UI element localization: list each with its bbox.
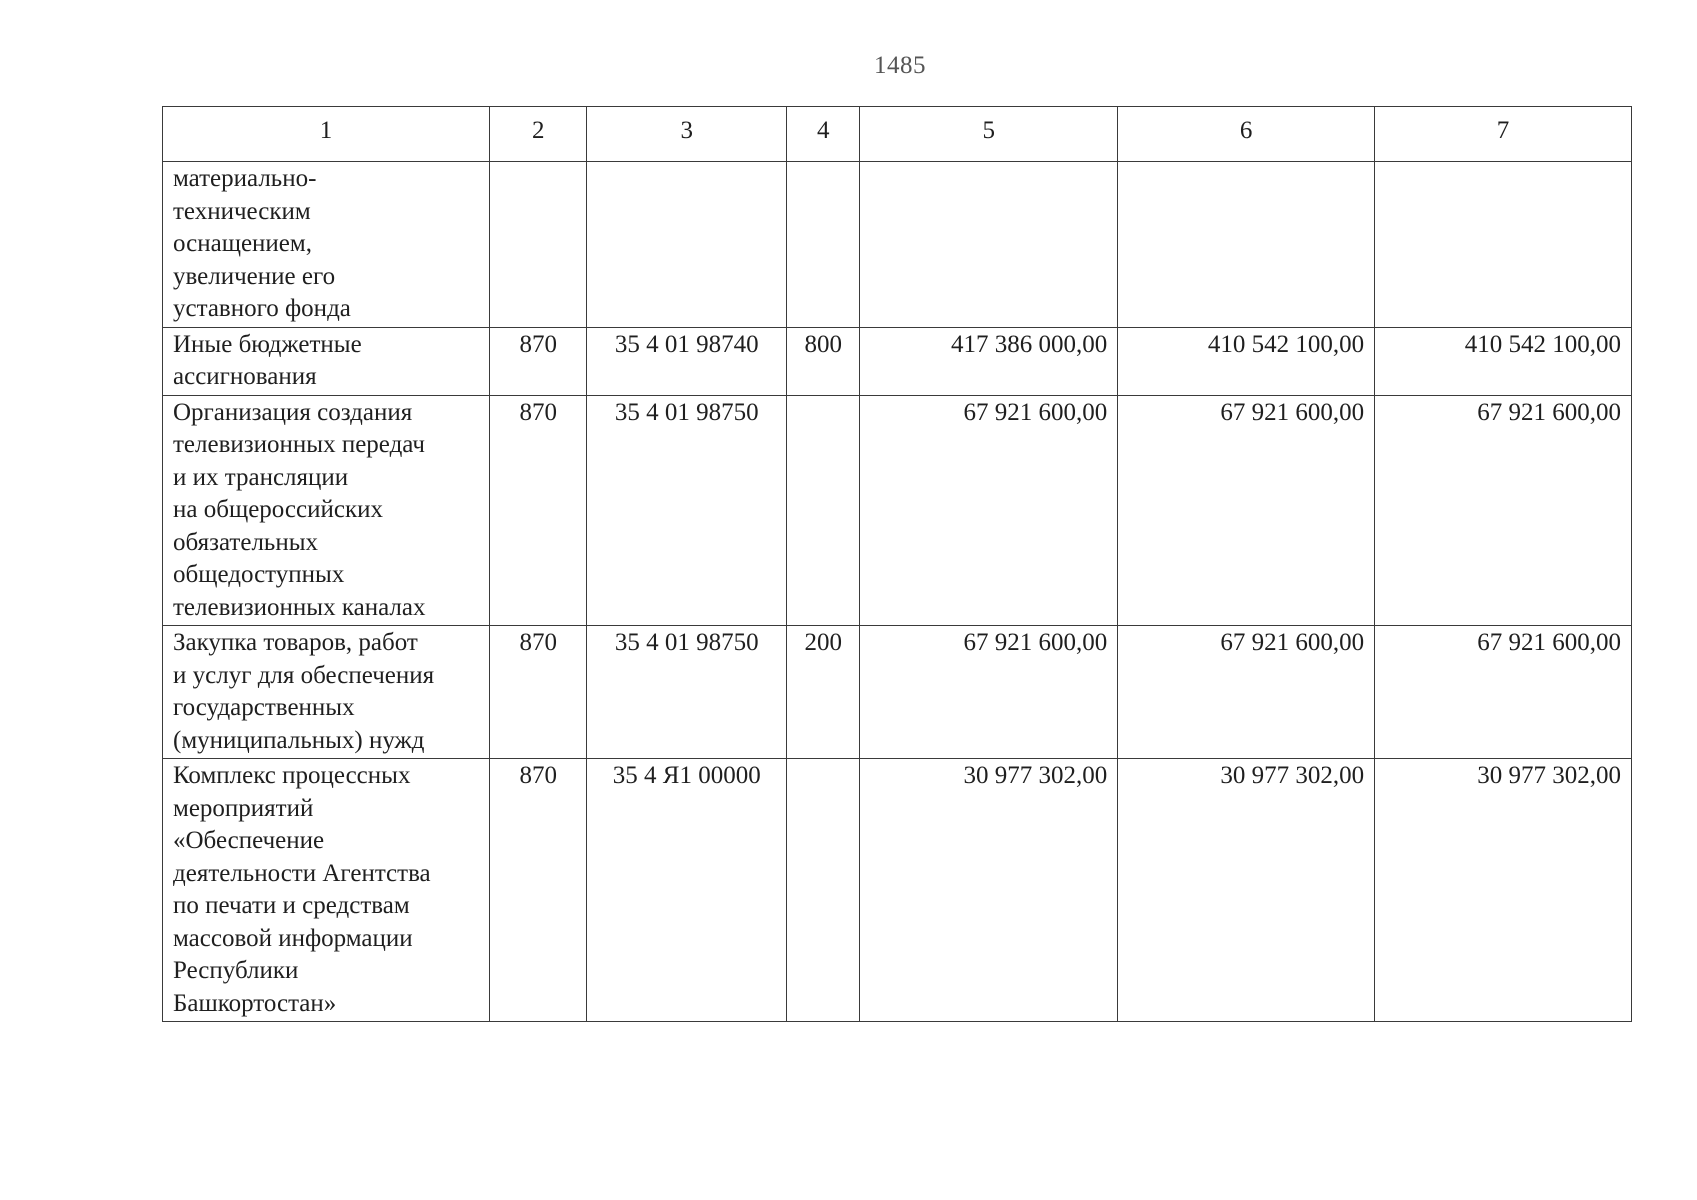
column-header: 4 [787,107,860,162]
code-col4-cell: 800 [787,327,860,395]
amount-col5-cell: 67 921 600,00 [860,395,1118,626]
code-col4-cell [787,162,860,328]
code-col3-cell [587,162,787,328]
column-header: 5 [860,107,1118,162]
table-body [163,162,1632,1022]
amount-col7-cell: 410 542 100,00 [1375,327,1632,395]
code-col2-cell [490,162,587,328]
amount-col6-cell: 67 921 600,00 [1118,395,1375,626]
column-header: 3 [587,107,787,162]
table-row [163,162,1632,328]
code-col3-cell: 35 4 01 98750 [587,395,787,626]
column-header: 1 [163,107,490,162]
code-col2-cell: 870 [490,626,587,759]
code-col2-cell: 870 [490,759,587,1022]
amount-col7-cell [1375,162,1632,328]
amount-col7-cell: 67 921 600,00 [1375,395,1632,626]
table-row [163,327,1632,395]
column-header: 7 [1375,107,1632,162]
amount-col6-cell: 30 977 302,00 [1118,759,1375,1022]
item-name-cell: Закупка товаров, работ и услуг для обеспечения государственных (муниципальных) нужд [163,626,490,759]
column-header: 6 [1118,107,1375,162]
amount-col5-cell: 417 386 000,00 [860,327,1118,395]
column-header: 2 [490,107,587,162]
item-name-cell: Иные бюджетные ассигнования [163,327,490,395]
item-name-cell: материально- техническим оснащением, увеличение его уставного фонда [163,162,490,328]
table-row [163,395,1632,626]
code-col4-cell: 200 [787,626,860,759]
code-col3-cell: 35 4 01 98740 [587,327,787,395]
page-number: 1485 [874,52,926,79]
code-col2-cell: 870 [490,327,587,395]
amount-col6-cell: 410 542 100,00 [1118,327,1375,395]
code-col3-cell: 35 4 01 98750 [587,626,787,759]
code-col4-cell [787,395,860,626]
header-row [163,107,1632,162]
amount-col6-cell: 67 921 600,00 [1118,626,1375,759]
amount-col5-cell: 30 977 302,00 [860,759,1118,1022]
amount-col7-cell: 30 977 302,00 [1375,759,1632,1022]
code-col3-cell: 35 4 Я1 00000 [587,759,787,1022]
amount-col5-cell: 67 921 600,00 [860,626,1118,759]
table-row [163,626,1632,759]
amount-col7-cell: 67 921 600,00 [1375,626,1632,759]
item-name-cell: Комплекс процессных мероприятий «Обеспечение деятельности Агентства по печати и средствам массовой информации Республики Башкортостан» [163,759,490,1022]
code-col4-cell [787,759,860,1022]
code-col2-cell: 870 [490,395,587,626]
item-name-cell: Организация создания телевизионных передач и их трансляции на общероссийских обязательных общедоступных телевизионных каналах [163,395,490,626]
amount-col6-cell [1118,162,1375,328]
table-row [163,759,1632,1022]
amount-col5-cell [860,162,1118,328]
budget-table [162,106,1632,1022]
